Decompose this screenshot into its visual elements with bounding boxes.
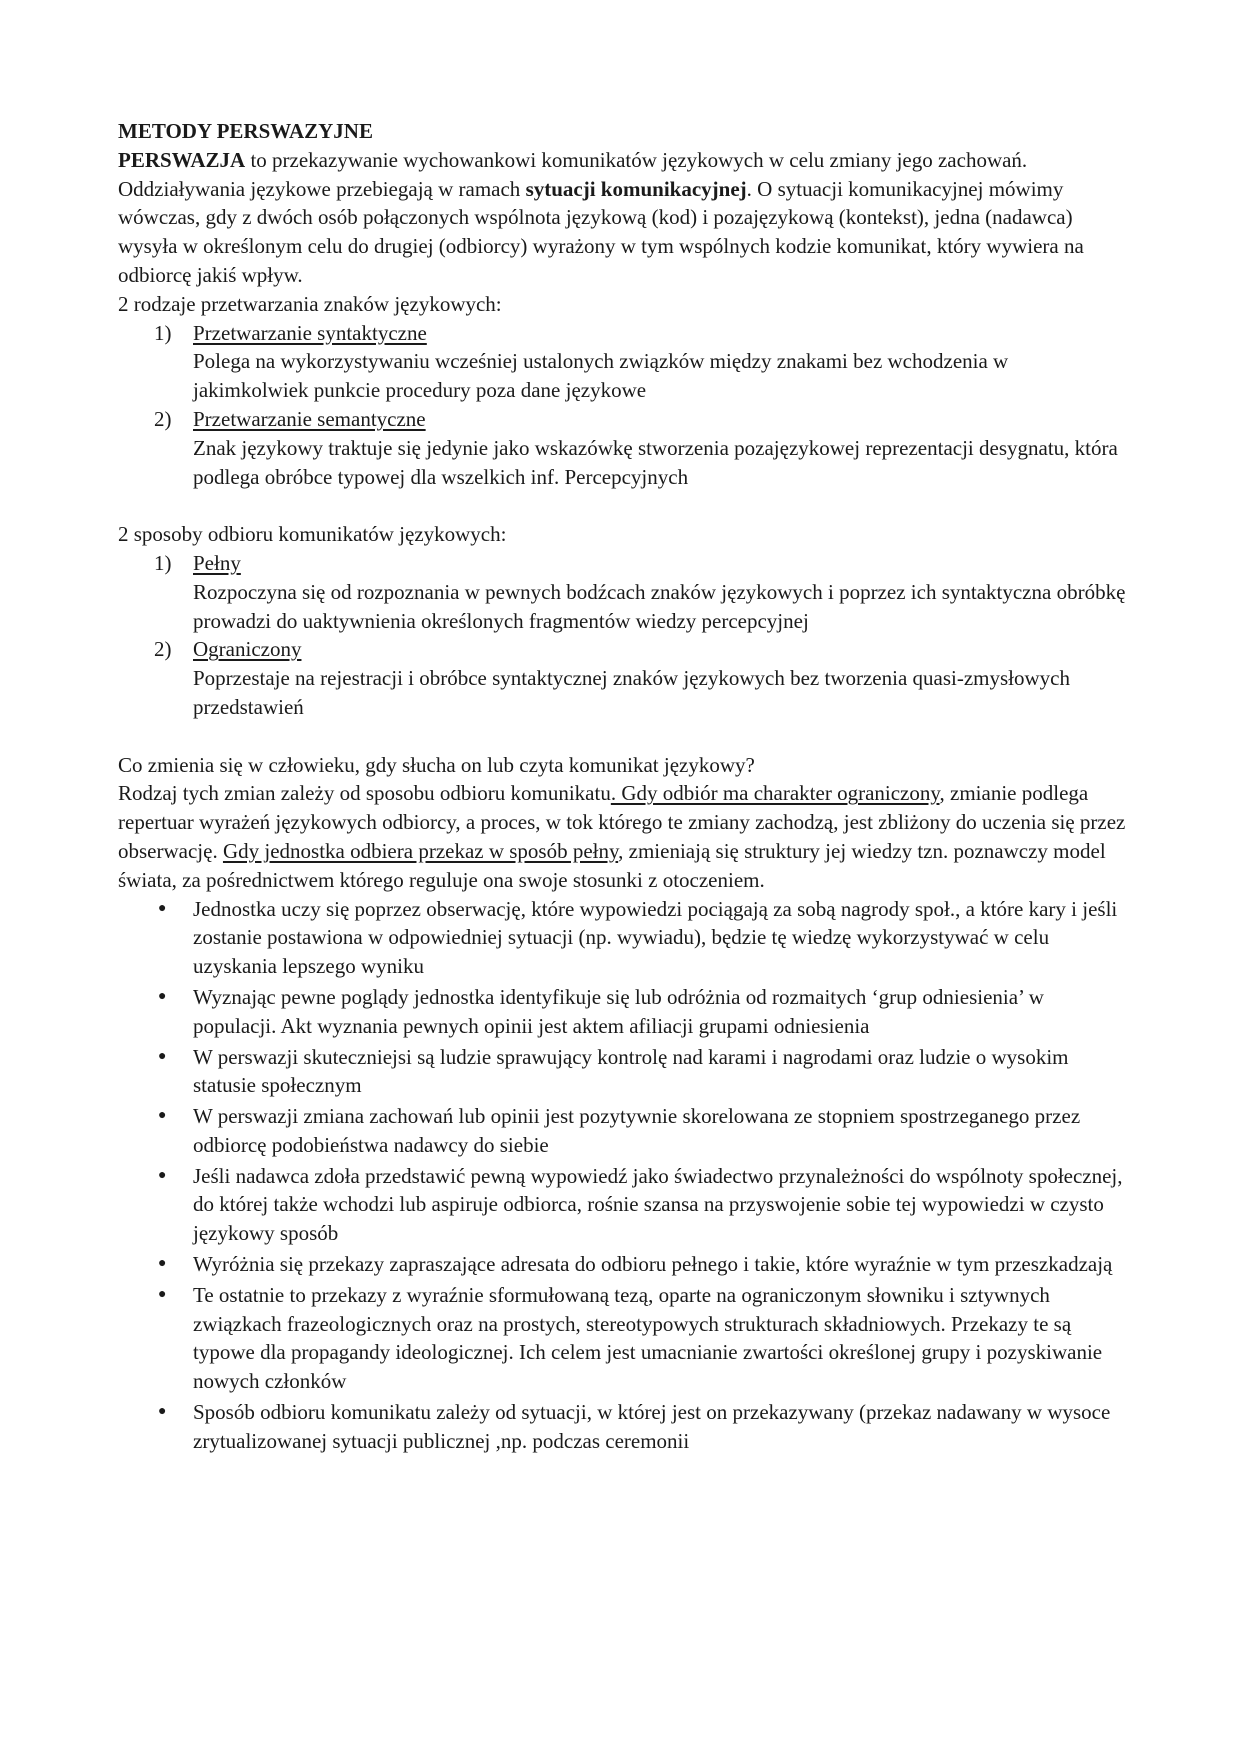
text-span: . O sytuacji komunikacyjnej mówimy wówczas, gdy z dwóch osób połączonych wspólnota językową (kod) i pozajęzykową (kontekst), jedna (nadawca) wysyła w określonym celu do drugiej (odbiorcy) wyrażony w tym wspólnych kodzie komunikat, który wywiera na odbiorcę jakiś wpływ. — [118, 176, 1084, 287]
text-span: , zmianie podlega repertuar wyrażeń językowych odbiorcy, a proces, w tok którego te zmiany zachodzą, jest zbliżony do uczenia się przez obserwację. — [118, 781, 1126, 863]
bullet-item — [118, 1162, 1124, 1248]
numbered-list — [118, 319, 1128, 492]
bullet-icon: ● — [158, 1167, 167, 1183]
item-description: Polega na wykorzystywaniu wcześniej ustalonych związków między znakami bez wchodzenia w jakimkolwiek punkcie procedury poza dane językowe — [193, 349, 1009, 403]
underlined-phrase: Gdy jednostka odbiera przekaz w sposób pełny — [222, 838, 619, 863]
text-span: Rodzaj tych zmian zależy od sposobu odbioru komunikatu — [118, 781, 611, 806]
bullet-text: Sposób odbioru komunikatu zależy od sytuacji, w której jest on przekazywany (przekaz nadawany w wysoce zrytualizowanej sytuacji publicznej ,np. podczas ceremonii — [193, 1400, 1111, 1453]
section-heading: 2 sposoby odbioru komunikatów językowych: — [118, 522, 507, 547]
bullet-item — [118, 1250, 1124, 1279]
item-number: 1) — [154, 550, 172, 575]
bullet-item — [118, 1043, 1124, 1101]
bullet-icon: ● — [158, 988, 167, 1004]
item-label: Pełny — [193, 550, 241, 575]
bullet-icon: ● — [158, 900, 167, 916]
item-number: 1) — [154, 320, 172, 345]
bullet-item — [118, 895, 1124, 981]
bullet-item — [118, 1102, 1124, 1160]
item-description: Rozpoczyna się od rozpoznania w pewnych bodźcach znaków językowych i poprzez ich syntaktyczna obróbkę prowadzi do uaktywnienia określonych fragmentów wiedzy percepcyjnej — [193, 579, 1126, 633]
section-heading: 2 rodzaje przetwarzania znaków językowych: — [118, 291, 502, 316]
text-span: Oddziaływania językowe przebiegają w ramach — [118, 176, 526, 201]
communication-situation-paragraph — [118, 175, 1128, 290]
bullet-text: Jednostka uczy się poprzez obserwację, które wypowiedzi pociągają za sobą nagrody społ., a które kary i jeśli zostanie postawiona w odpowiedniej sytuacji (np. wywiadu), będzie tę wiedzę wykorzystywać w celu uzyskania lepszego wyniku — [193, 896, 1118, 979]
bullet-text: Wyznając pewne poglądy jednostka identyfikuje się lub odróżnia od rozmaitych ‘grup odniesienia’ w populacji. Akt wyznania pewnych opinii jest aktem afiliacji grupami odniesienia — [193, 984, 1044, 1038]
spacer — [118, 722, 1128, 751]
bullet-icon: ● — [158, 1108, 167, 1124]
bullet-item — [118, 1281, 1124, 1396]
item-description: Znak językowy traktuje się jedynie jako wskazówkę stworzenia pozajęzykowej reprezentacji desygnatu, która podlega obróbce typowej dla wszelkich inf. Percepcyjnych — [193, 435, 1118, 489]
bullet-text: W perswazji skuteczniejsi są ludzie sprawujący kontrolę nad karami i nagrodami oraz ludzie o wysokim statusie społecznym — [193, 1044, 1069, 1098]
bullet-icon: ● — [158, 1048, 167, 1064]
item-number: 2) — [154, 637, 172, 662]
bullet-icon: ● — [158, 1404, 167, 1420]
list-item — [118, 319, 1128, 405]
bullet-text: Wyróżnia się przekazy zapraszające adresata do odbioru pełnego i takie, które wyraźnie w tym przeszkadzają — [193, 1252, 1113, 1277]
question-line: Co zmienia się w człowieku, gdy słucha on lub czyta komunikat językowy? — [118, 752, 755, 777]
underlined-phrase: . Gdy odbiór ma charakter ograniczony — [610, 781, 940, 806]
item-label: Ograniczony — [193, 637, 302, 662]
term-bold: PERSWAZJA — [118, 147, 246, 172]
bullet-text: Te ostatnie to przekazy z wyraźnie sformułowaną tezą, oparte na ograniczonym słowniku i sztywnych związkach frazeologicznych oraz na prostych, stereotypowych strukturach składniowych. Przekazy te są typowe dla propagandy ideologicznej. Ich celem jest umacnianie zwartości określonej grupy i pozyskiwanie nowych członków — [193, 1282, 1103, 1394]
item-description: Poprzestaje na rejestracji i obróbce syntaktycznej znaków językowych bez tworzenia quasi-zmysłowych przedstawień — [193, 666, 1070, 719]
spacer — [118, 491, 1128, 520]
text-span: , zmieniają się struktury jej wiedzy tzn. poznawczy model świata, za pośrednictwem którego reguluje ona swoje stosunki z otoczeniem. — [118, 838, 1106, 892]
definition-paragraph — [118, 146, 1128, 175]
numbered-list — [118, 549, 1128, 722]
bullet-icon: ● — [158, 1286, 167, 1302]
document-title: METODY PERSWAZYJNE — [118, 119, 373, 143]
bullet-icon: ● — [158, 1256, 167, 1272]
item-number: 2) — [154, 406, 172, 431]
definition-text: to przekazywanie wychowankowi komunikatów językowych w celu zmiany jego zachowań. — [245, 147, 1028, 172]
list-item — [118, 635, 1128, 721]
bullet-item — [118, 983, 1124, 1041]
list-item — [118, 405, 1128, 491]
document-body — [118, 117, 1128, 1458]
item-label: Przetwarzanie semantyczne — [193, 406, 426, 431]
bullet-item — [118, 1398, 1124, 1456]
bullet-list — [118, 895, 1124, 1456]
reception-paragraph — [118, 779, 1128, 894]
bullet-text: Jeśli nadawca zdoła przedstawić pewną wypowiedź jako świadectwo przynależności do wspólnoty społecznej, do której także wchodzi lub aspiruje odbiorca, rośnie szansa na przyswojenie sobie tej wypowiedzi w czysto językowy sposób — [193, 1163, 1123, 1246]
item-label: Przetwarzanie syntaktyczne — [193, 320, 427, 345]
term-bold: sytuacji komunikacyjnej — [525, 176, 747, 201]
list-item — [118, 549, 1128, 635]
bullet-text: W perswazji zmiana zachowań lub opinii jest pozytywnie skorelowana ze stopniem spostrzeganego przez odbiorcę podobieństwa nadawcy do siebie — [193, 1104, 1081, 1157]
